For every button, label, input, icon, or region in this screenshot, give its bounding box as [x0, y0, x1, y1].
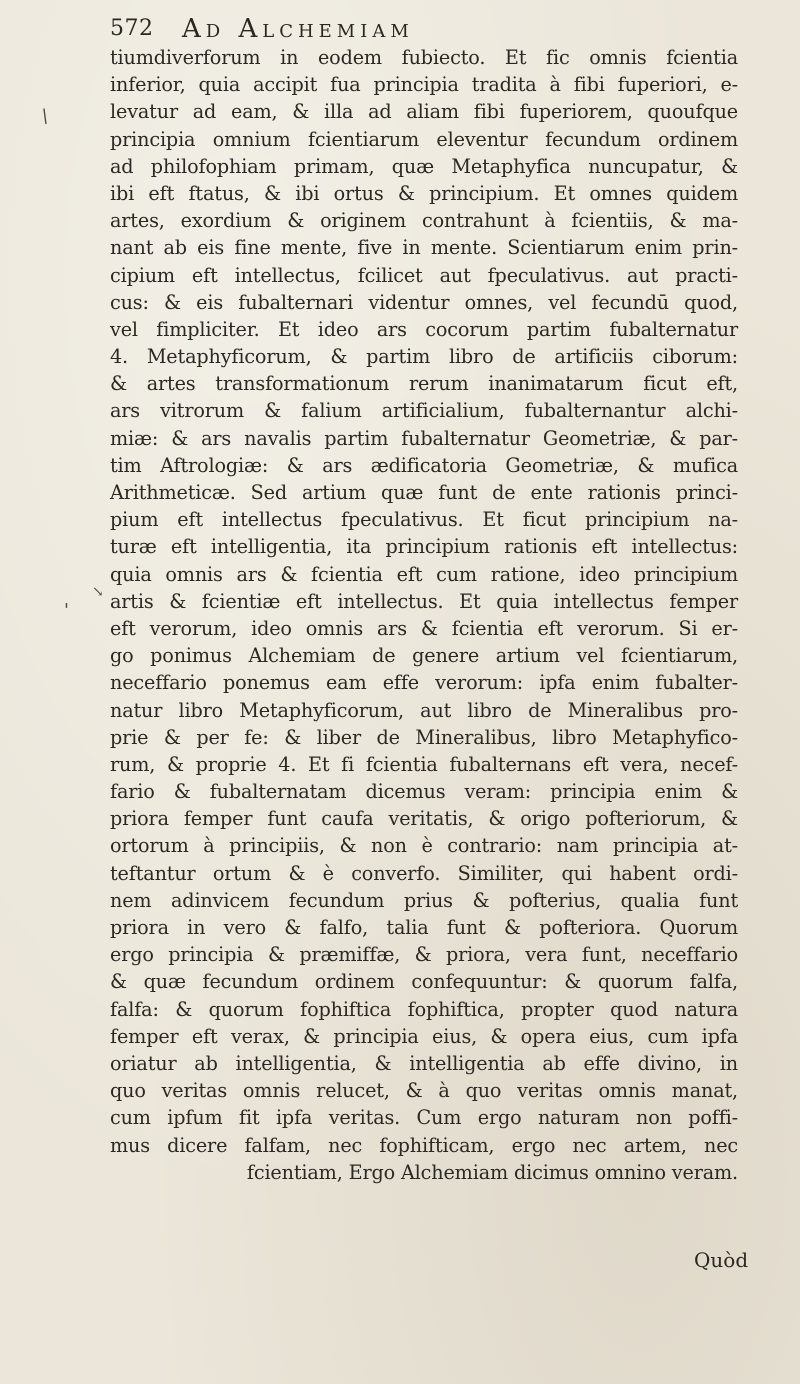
text-line: fario & fubalternatam dicemus veram: principia enim & — [110, 780, 738, 804]
text-line: miæ: & ars navalis partim fubalternatur Geometriæ, & par- — [110, 426, 738, 450]
text-line: prie & per fe: & liber de Mineralibus, libro Metaphyfico- — [110, 725, 738, 749]
text-line: oriatur ab intelligentia, & intelligentia ab effe divino, in — [110, 1051, 738, 1075]
text-line: teftantur ortum & è converfo. Similiter, qui habent ordi- — [110, 861, 738, 885]
text-line: nem adinvicem fecundum prius & pofterius, qualia funt — [110, 888, 738, 912]
margin-mark-slash: / — [37, 105, 53, 128]
text-line: ergo principia & præmiffæ, & priora, vera funt, neceffario — [110, 943, 738, 967]
text-line: go ponimus Alchemiam de genere artium vel fcientiarum, — [110, 644, 738, 668]
text-line: priora in vero & falfo, talia funt & pofteriora. Quorum — [110, 916, 738, 939]
catchword: Quòd — [694, 1248, 749, 1272]
text-line: tim Aftrologiæ: & ars ædificatoria Geometriæ, & mufica — [110, 453, 738, 477]
text-line: rum, & proprie 4. Et fi fcientia fubalternans eft vera, necef- — [110, 752, 738, 776]
text-line: eft verorum, ideo omnis ars & fcientia eft verorum. Si er- — [110, 616, 738, 640]
margin-mark-apostrophe: ' — [64, 600, 69, 621]
text-line: Arithmeticæ. Sed artium quæ funt de ente rationis princi- — [110, 481, 738, 504]
text-line: ibi eft ftatus, & ibi ortus & principium. Et omnes quidem — [110, 181, 738, 205]
text-line: quo veritas omnis relucet, & à quo veritas omnis manat, — [110, 1079, 738, 1103]
text-line: artes, exordium & originem contrahunt à fcientiis, & ma- — [110, 209, 738, 233]
text-line: cum ipfum fit ipfa veritas. Cum ergo naturam non poffi- — [110, 1106, 738, 1130]
text-line: & artes transformationum rerum inanimatarum ficut eft, — [110, 372, 738, 396]
text-line: inferior, quia accipit fua principia tradita à fibi fuperiori, e- — [110, 73, 738, 97]
text-line: natur libro Metaphyficorum, aut libro de Mineralibus pro- — [110, 698, 738, 722]
page-title: Ad Alchemiam — [182, 14, 414, 44]
text-line: tiumdiverforum in eodem fubiecto. Et fic omnis fcientia — [110, 46, 738, 69]
text-line: turæ eft intelligentia, ita principium rationis eft intellectus: — [110, 535, 738, 559]
text-line: femper eft verax, & principia eius, & opera eius, cum ipfa — [110, 1024, 738, 1048]
page-number: 572 — [110, 16, 154, 41]
text-line: ars vitrorum & falium artificialium, fubalternantur alchi- — [110, 399, 738, 423]
body-text — [110, 44, 738, 1186]
text-line: principia omnium fcientiarum eleventur fecundum ordinem — [110, 127, 738, 151]
text-line: falfa: & quorum fophiftica fophiftica, propter quod natura — [110, 997, 738, 1021]
margin-mark-arrow: ↘ — [92, 584, 104, 600]
text-line: priora femper funt caufa veritatis, & origo pofteriorum, & — [110, 807, 738, 831]
text-line: quia omnis ars & fcientia eft cum ratione, ideo principium — [110, 562, 738, 586]
text-line: mus dicere falfam, nec fophifticam, ergo nec artem, nec — [110, 1133, 738, 1157]
text-line: artis & fcientiæ eft intellectus. Et quia intellectus femper — [110, 589, 738, 613]
text-line: cipium eft intellectus, fcilicet aut fpeculativus. aut practi- — [110, 263, 738, 287]
text-line: ortorum à principiis, & non è contrario: nam principia at- — [110, 834, 738, 858]
text-line: ad philofophiam primam, quæ Metaphyfica nuncupatur, & — [110, 154, 738, 178]
text-line: & quæ fecundum ordinem confequuntur: & quorum falfa, — [110, 970, 738, 994]
text-line: levatur ad eam, & illa ad aliam fibi fuperiorem, quoufque — [110, 100, 738, 124]
text-line: neceffario ponemus eam effe verorum: ipfa enim fubalter- — [110, 671, 738, 695]
text-line: fcientiam, Ergo Alchemiam dicimus omnino veram. — [246, 1160, 738, 1184]
text-line: vel fimpliciter. Et ideo ars cocorum partim fubalternatur — [110, 317, 738, 341]
text-line: nant ab eis fine mente, five in mente. Scientiarum enim prin- — [110, 236, 738, 260]
text-line: cus: & eis fubalternari videntur omnes, vel fecundū quod, — [110, 290, 738, 314]
text-line: pium eft intellectus fpeculativus. Et ficut principium na- — [110, 508, 738, 532]
text-line: 4. Metaphyficorum, & partim libro de artificiis ciborum: — [110, 345, 738, 369]
